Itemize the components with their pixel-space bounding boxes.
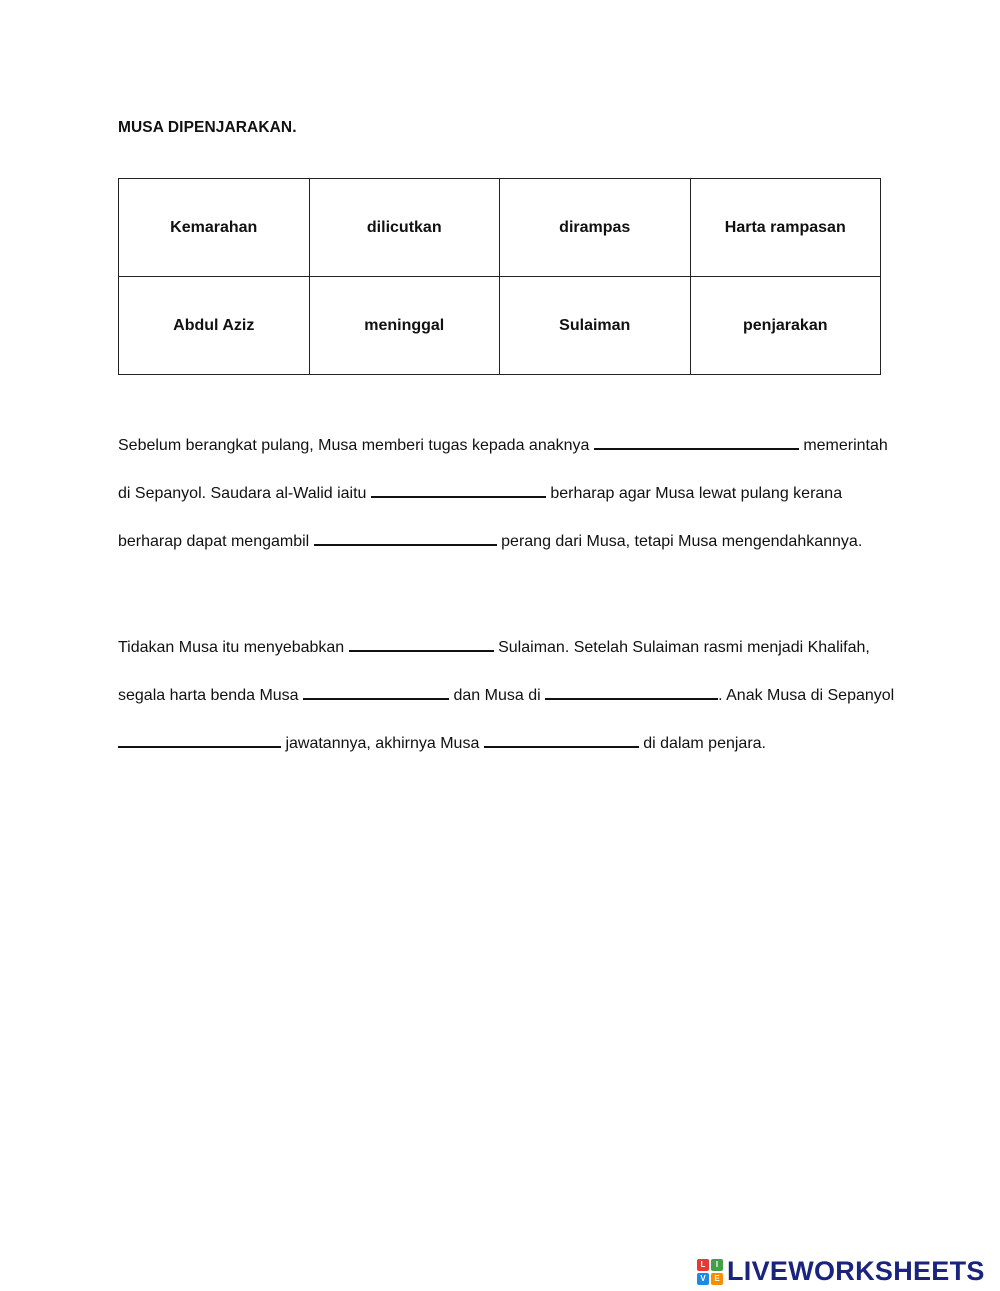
logo-tile: I	[711, 1259, 723, 1271]
liveworksheets-logo	[697, 1256, 985, 1287]
paragraph-text: perang dari Musa, tetapi Musa mengendahkannya.	[501, 533, 863, 550]
word-bank-cell: Sulaiman	[500, 277, 691, 375]
paragraph-text: jawatannya, akhirnya Musa	[285, 735, 480, 752]
paragraph-text: Sebelum berangkat pulang, Musa memberi tugas kepada anaknya	[118, 437, 590, 454]
word-bank-cell: Kemarahan	[119, 179, 310, 277]
word-bank-cell: penjarakan	[690, 277, 881, 375]
word-bank-table	[118, 178, 881, 375]
logo-tile: L	[697, 1259, 709, 1271]
answer-blank-7[interactable]	[118, 732, 281, 748]
answer-blank-3[interactable]	[314, 530, 497, 546]
paragraph-text: Sulaiman. Setelah Sulaiman rasmi menjadi Khalifah, segala harta benda Musa	[118, 639, 870, 704]
paragraph-text: Tidakan Musa itu menyebabkan	[118, 639, 345, 656]
paragraph-1	[118, 422, 898, 566]
paragraph-2	[118, 624, 898, 768]
logo-text: LIVEWORKSHEETS	[727, 1256, 985, 1286]
paragraph-text: . Anak Musa di Sepanyol	[718, 687, 895, 704]
answer-blank-5[interactable]	[303, 684, 449, 700]
word-bank-row	[119, 277, 881, 375]
answer-blank-1[interactable]	[594, 434, 799, 450]
answer-blank-2[interactable]	[371, 482, 546, 498]
worksheet-title: MUSA DIPENJARAKAN.	[118, 119, 297, 136]
paragraph-text: dan Musa di	[453, 687, 541, 704]
logo-tiles-icon	[697, 1259, 723, 1285]
paragraph-text: di dalam penjara.	[643, 735, 766, 752]
logo-tile: V	[697, 1273, 709, 1285]
answer-blank-6[interactable]	[545, 684, 718, 700]
word-bank-row	[119, 179, 881, 277]
word-bank-cell: dilicutkan	[309, 179, 500, 277]
answer-blank-8[interactable]	[484, 732, 639, 748]
word-bank-cell: meninggal	[309, 277, 500, 375]
word-bank-cell: Harta rampasan	[690, 179, 881, 277]
logo-tile: E	[711, 1273, 723, 1285]
word-bank-cell: Abdul Aziz	[119, 277, 310, 375]
paragraph-text: memerintah di Sepanyol. Saudara al-Walid iaitu	[118, 437, 888, 502]
paragraph-text: berharap agar Musa lewat pulang kerana berharap dapat mengambil	[118, 485, 843, 550]
answer-blank-4[interactable]	[349, 636, 494, 652]
word-bank-cell: dirampas	[500, 179, 691, 277]
